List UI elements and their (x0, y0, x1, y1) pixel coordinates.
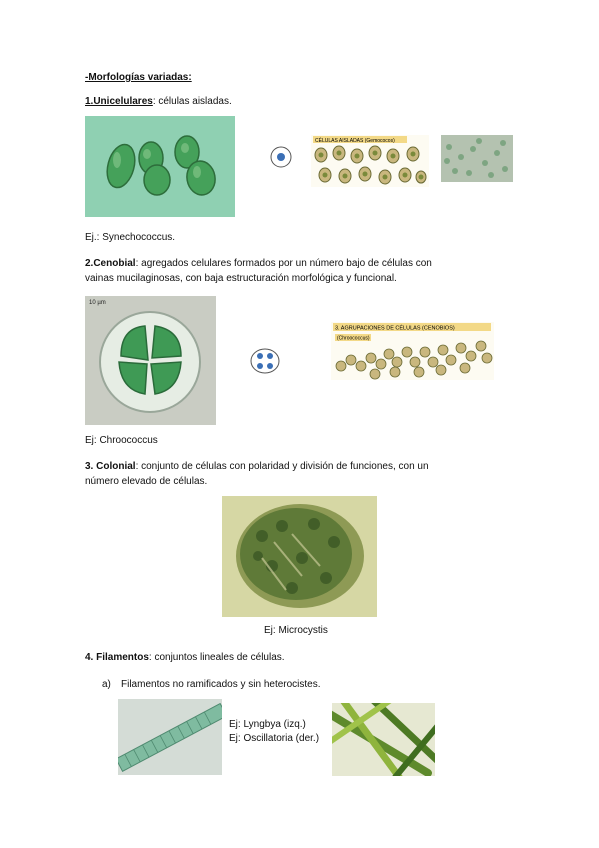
cenobios-panel (331, 322, 494, 380)
section-2-caption: Ej: Chroococcus (85, 435, 158, 446)
section-2-title: 2.Cenobial (85, 258, 136, 269)
oscillatoria-photo (332, 703, 435, 776)
subsection-a-text: Filamentos no ramificados y sin heterocistes. (121, 679, 321, 690)
synechococcus-photo (85, 116, 235, 217)
cells-micrograph (441, 135, 513, 182)
section-1-title: 1.Unicelulares (85, 96, 153, 107)
section-2-paragraph (85, 256, 445, 286)
page-heading: -Morfologías variadas: (85, 72, 192, 83)
isolated-cells-panel (311, 135, 429, 187)
chroococcus-photo (85, 296, 216, 425)
cenobium-diagram (249, 347, 281, 375)
cenobios-sublabel: (Chroococcus) (337, 335, 370, 342)
section-4-caption-2: Ej: Oscillatoria (der.) (229, 733, 320, 744)
lyngbya-photo (118, 699, 222, 775)
microcystis-photo (222, 496, 377, 617)
single-cell-diagram (269, 145, 293, 169)
isolated-cells-label: CÉLULAS AISLADAS (Gemococos) (315, 138, 395, 144)
section-1-caption: Ej.: Synechococcus. (85, 232, 176, 243)
section-3-text: : conjunto de células con polaridad y división de funciones, con un número elevado de células. (85, 461, 429, 487)
section-4-caption-1: Ej: Lyngbya (izq.) (229, 719, 306, 730)
section-2-text: : agregados celulares formados por un número bajo de células con vainas mucilaginosas, con baja estructuración morfológica y funcional. (85, 258, 432, 284)
section-3-caption: Ej: Microcystis (264, 625, 328, 636)
subsection-a-marker: a) (102, 679, 111, 690)
section-4-text: : conjuntos lineales de células. (148, 652, 285, 663)
section-4-title: 4. Filamentos (85, 652, 149, 663)
cenobios-label: 3. AGRUPACIONES DE CÉLULAS (CENOBIOS) (335, 325, 455, 332)
section-3-paragraph (85, 459, 445, 489)
section-4-line (85, 650, 285, 665)
section-1-line (85, 94, 232, 109)
section-3-title: 3. Colonial (85, 461, 136, 472)
scale-label: 10 µm (89, 300, 106, 306)
section-1-text: : células aisladas. (152, 96, 232, 107)
